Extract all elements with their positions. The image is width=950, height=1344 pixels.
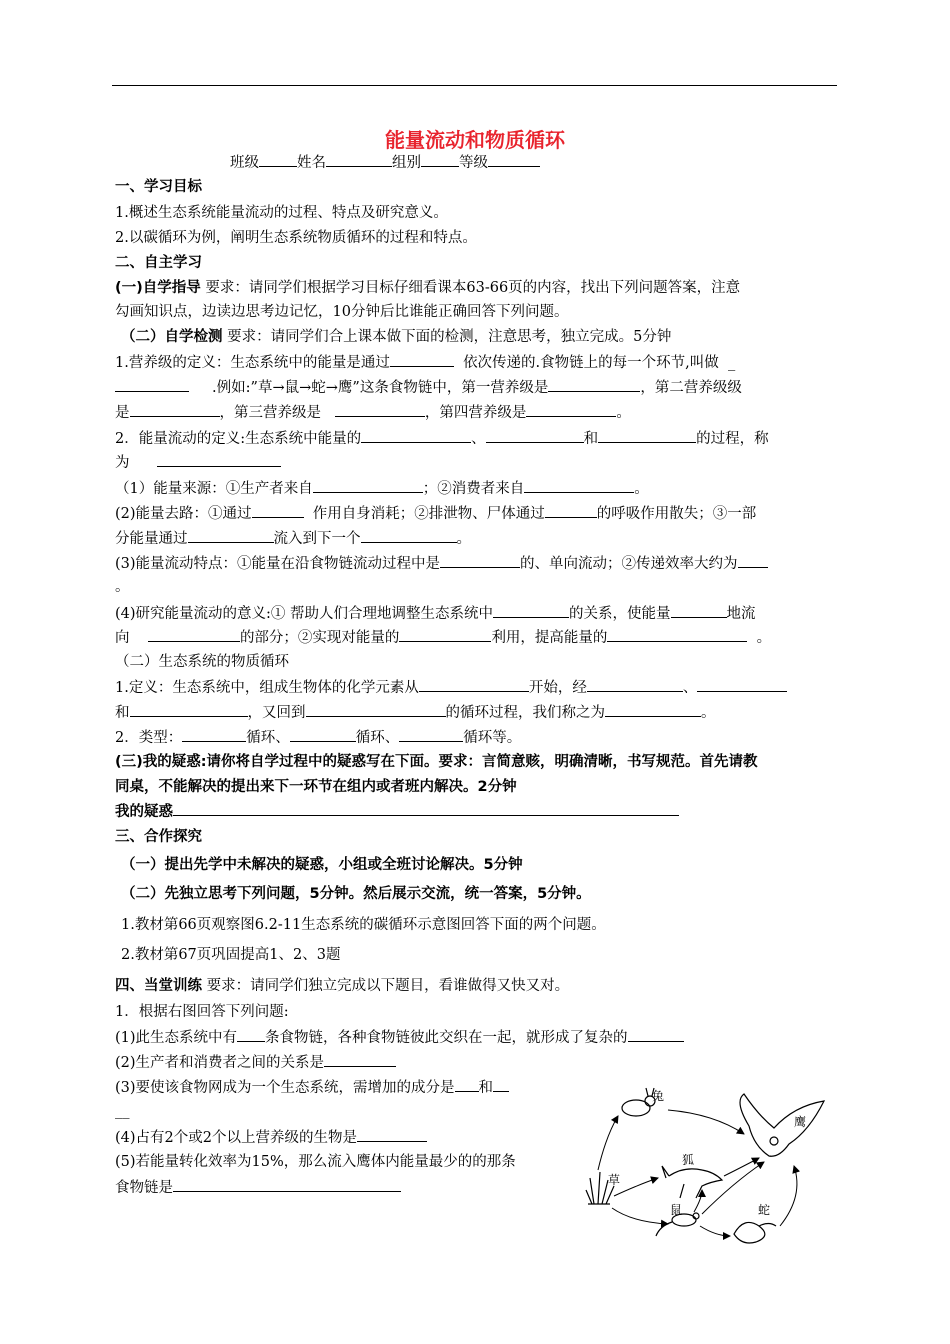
doubt-instruction: (三)我的疑惑:请你将自学过程中的疑惑写在下面。要求：言简意赅，明确清晰，书写规范。首先请教 (115, 754, 758, 770)
question-line: .例如:”草→鼠→蛇→鹰”这条食物链中，第一营养级是 ，第二营养级级 (115, 377, 841, 398)
answer-blank[interactable] (173, 1177, 401, 1192)
answer-blank[interactable] (598, 428, 696, 443)
check-heading: （二）自学检测 要求：请同学们合上课本做下面的检测，注意思考，独立完成。5分钟 (121, 329, 672, 345)
question-line: 2．类型： 循环、 循环、 循环等。 (115, 727, 841, 748)
snake-icon (734, 1222, 776, 1243)
class-blank[interactable] (259, 152, 297, 167)
discussion-step: （二）先独立思考下列问题，5分钟。然后展示交流，统一答案，5分钟。 (121, 886, 591, 902)
answer-blank[interactable] (399, 727, 463, 742)
question-line: (3)能量流动特点：①能量在沿食物链流动过程中是 的、单向流动；②传递效率大约为 (115, 553, 841, 574)
answer-blank[interactable] (361, 428, 471, 443)
answer-blank[interactable] (607, 627, 747, 642)
doubt-instruction: 同桌，不能解决的提出来下一环节在组内或者班内解决。2分钟 (115, 779, 517, 795)
question-line: 和 ，又回到 的循环过程，我们称之为 。 (115, 702, 841, 723)
fox-icon (662, 1166, 722, 1198)
answer-blank[interactable] (493, 603, 569, 618)
page-title: 能量流动和物质循环 (385, 128, 565, 152)
question-line: 分能量通过 流入到下一个 。 (115, 528, 841, 549)
exercise-line: 1．根据右图回答下列问题: (115, 1004, 289, 1020)
food-web-arrows (598, 1110, 797, 1236)
rabbit-icon (622, 1088, 655, 1116)
answer-blank[interactable] (738, 553, 768, 568)
training-heading: 四、当堂训练 要求：请同学们独立完成以下题目，看谁做得又快又对。 (115, 978, 570, 994)
eagle-label: 鹰 (794, 1115, 807, 1129)
rabbit-label: 兔 (652, 1089, 665, 1103)
header-rule (112, 85, 837, 86)
answer-blank[interactable] (361, 528, 457, 543)
question-line: 是 ，第三营养级是 ，第四营养级是 。 (115, 402, 841, 423)
answer-blank[interactable] (671, 603, 727, 618)
guide-paragraph: 勾画知识点，边读边思考边记忆，10分钟后比谁能正确回答下列问题。 (115, 304, 569, 320)
answer-blank[interactable] (455, 1077, 479, 1092)
answer-blank[interactable] (148, 627, 240, 642)
question-line: 1.定义：生态系统中，组成生物体的化学元素从 开始，经 、 (115, 677, 841, 698)
answer-blank[interactable] (130, 702, 248, 717)
goal-item: 1.概述生态系统能量流动的过程、特点及研究意义。 (115, 205, 448, 221)
answer-blank[interactable] (357, 1127, 427, 1142)
answer-blank[interactable] (493, 1077, 509, 1092)
group-blank[interactable] (421, 152, 459, 167)
answer-blank[interactable] (390, 352, 454, 367)
answer-blank[interactable] (628, 1027, 684, 1042)
guide-paragraph: (一)自学指导 要求：请同学们根据学习目标仔细看课本63-66页的内容，找出下列问题答案，注意 (115, 280, 741, 296)
exercise-line: (1)此生态系统中有 条食物链，各种食物链彼此交织在一起，就形成了复杂的 (115, 1027, 841, 1048)
student-info-line: 班级 姓名 组别 等级 (230, 152, 950, 173)
answer-blank[interactable] (157, 452, 281, 467)
discussion-task: 2.教材第67页巩固提高1、2、3题 (121, 947, 341, 963)
answer-blank[interactable] (486, 428, 584, 443)
name-blank[interactable] (326, 152, 392, 167)
exercise-line: (3)要使该食物网成为一个生态系统，需增加的成分是 和 (115, 1077, 841, 1098)
question-line: 为 (115, 452, 841, 473)
answer-blank[interactable] (313, 478, 423, 493)
grade-blank[interactable] (488, 152, 540, 167)
answer-blank[interactable] (290, 727, 356, 742)
question-line: (2)能量去路：①通过 作用自身消耗；②排泄物、尸体通过 的呼吸作用散失；③一部 (115, 503, 841, 524)
question-line: 向 的部分；②实现对能量的 利用，提高能量的 。 (115, 627, 841, 648)
section-heading: 三、合作探究 (115, 829, 202, 845)
section-heading: 二、自主学习 (115, 255, 202, 271)
answer-blank[interactable] (130, 402, 220, 417)
question-line: 。 (115, 579, 130, 595)
answer-blank[interactable] (587, 677, 683, 692)
answer-blank[interactable] (697, 677, 787, 692)
answer-blank[interactable] (335, 402, 425, 417)
question-line: (4)研究能量流动的意义:① 帮助人们合理地调整生态系统中 的关系，使能量 地流 (115, 603, 841, 624)
answer-blank[interactable] (188, 528, 274, 543)
answer-blank[interactable] (605, 702, 701, 717)
answer-blank[interactable] (306, 702, 446, 717)
exercise-line: __ (115, 1103, 130, 1119)
answer-blank[interactable] (548, 377, 640, 392)
answer-blank[interactable] (182, 727, 246, 742)
answer-blank[interactable] (545, 503, 597, 518)
mouse-label: 鼠 (670, 1203, 683, 1217)
discussion-step: （一）提出先学中未解决的疑惑，小组或全班讨论解决。5分钟 (121, 857, 523, 873)
answer-blank[interactable] (237, 1027, 265, 1042)
subsection-heading: （二）生态系统的物质循环 (115, 654, 289, 670)
discussion-task: 1.教材第66页观察图6.2-11生态系统的碳循环示意图回答下面的两个问题。 (121, 917, 606, 933)
snake-label: 蛇 (758, 1203, 771, 1217)
exercise-line: 食物链是 (115, 1177, 841, 1198)
doubt-blank[interactable] (173, 801, 679, 816)
food-web-diagram (584, 1086, 846, 1252)
fox-label: 狐 (682, 1153, 695, 1167)
question-line: 2．能量流动的定义:生态系统中能量的 、 和 的过程，称 (115, 428, 841, 449)
question-line: （1）能量来源：①生产者来自 ；②消费者来自 。 (115, 478, 841, 499)
answer-blank[interactable] (419, 677, 529, 692)
exercise-line: (2)生产者和消费者之间的关系是 (115, 1052, 841, 1073)
answer-blank[interactable] (526, 402, 616, 417)
answer-blank[interactable] (252, 503, 304, 518)
answer-blank[interactable] (524, 478, 634, 493)
section-heading: 一、学习目标 (115, 179, 202, 195)
answer-blank[interactable] (115, 377, 189, 392)
goal-item: 2.以碳循环为例，阐明生态系统物质循环的过程和特点。 (115, 230, 477, 246)
eagle-icon (740, 1094, 824, 1156)
answer-blank[interactable] (440, 553, 520, 568)
answer-blank[interactable] (399, 627, 491, 642)
exercise-line: (5)若能量转化效率为15%，那么流入鹰体内能量最少的的那条 (115, 1154, 516, 1170)
answer-blank[interactable] (324, 1052, 396, 1067)
question-line: 1.营养级的定义：生态系统中的能量是通过 依次传递的.食物链上的每一个环节,叫做 _ (115, 352, 841, 373)
doubt-line: 我的疑惑 (115, 801, 841, 822)
exercise-line: (4)占有2个或2个以上营养级的生物是 (115, 1127, 841, 1148)
grass-label: 草 (608, 1173, 621, 1187)
